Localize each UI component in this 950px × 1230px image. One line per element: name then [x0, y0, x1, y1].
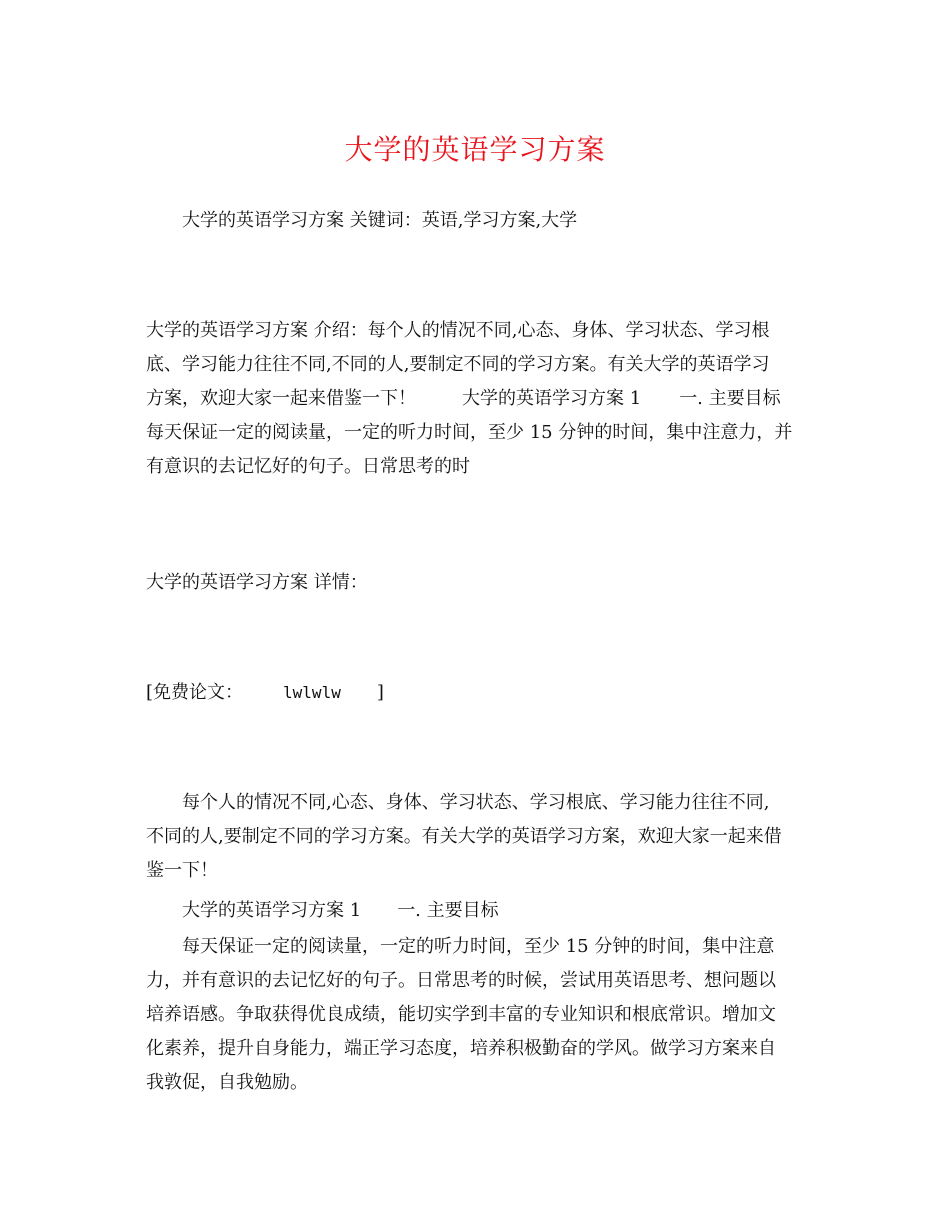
- intro-line-5: 有意识的去记忆好的句子。日常思考的时: [146, 456, 470, 477]
- body-p3-line-5: 我敦促，自我勉励。: [146, 1072, 308, 1093]
- intro-line-2: 底、学习能力往往不同,不同的人,要制定不同的学习方案。有关大学的英语学习: [146, 354, 770, 375]
- free-paper-close: ]: [376, 682, 384, 703]
- body-p1-line-1: 每个人的情况不同,心态、身体、学习状态、学习根底、学习能力往往不同,: [182, 792, 770, 813]
- free-paper-line: [146, 676, 816, 710]
- body-p3-line-1: 每天保证一定的阅读量，一定的听力时间，至少 15 分钟的时间，集中注意: [182, 936, 775, 957]
- body-p1-line-2: 不同的人,要制定不同的学习方案。有关大学的英语学习方案，欢迎大家一起来借: [146, 826, 782, 847]
- intro-line-3-b: 大学的英语学习方案 1: [462, 388, 642, 409]
- intro-line-4: 每天保证一定的阅读量，一定的听力时间，至少 15 分钟的时间，集中注意力，并: [146, 422, 793, 443]
- intro-line-3-c: 一. 主要目标: [679, 388, 781, 409]
- intro-line-3: [146, 382, 816, 416]
- body-p2-line: [182, 894, 852, 928]
- body-p3-line-3: 培养语感。争取获得优良成绩，能切实学到丰富的专业知识和根底常识。增加文: [146, 1004, 776, 1025]
- free-paper-open: [免费论文：: [146, 682, 244, 703]
- free-paper-code: lwlwlw: [283, 683, 341, 702]
- body-p1-line-3: 鉴一下！: [146, 860, 218, 881]
- intro-line-3-a: 方案，欢迎大家一起来借鉴一下！: [146, 388, 416, 409]
- body-p2-a: 大学的英语学习方案 1: [182, 900, 362, 921]
- body-p2-b: 一. 主要目标: [397, 900, 499, 921]
- intro-line-1: 大学的英语学习方案 介绍：每个人的情况不同,心态、身体、学习状态、学习根: [146, 320, 770, 341]
- body-p3-line-2: 力，并有意识的去记忆好的句子。日常思考的时候，尝试用英语思考、想问题以: [146, 970, 776, 991]
- document-title: 大学的英语学习方案: [344, 133, 606, 166]
- body-p3-line-4: 化素养，提升自身能力，端正学习态度，培养积极勤奋的学风。做学习方案来自: [146, 1038, 776, 1059]
- keywords-line: 大学的英语学习方案 关键词：英语,学习方案,大学: [182, 210, 578, 231]
- details-label: 大学的英语学习方案 详情：: [146, 572, 368, 593]
